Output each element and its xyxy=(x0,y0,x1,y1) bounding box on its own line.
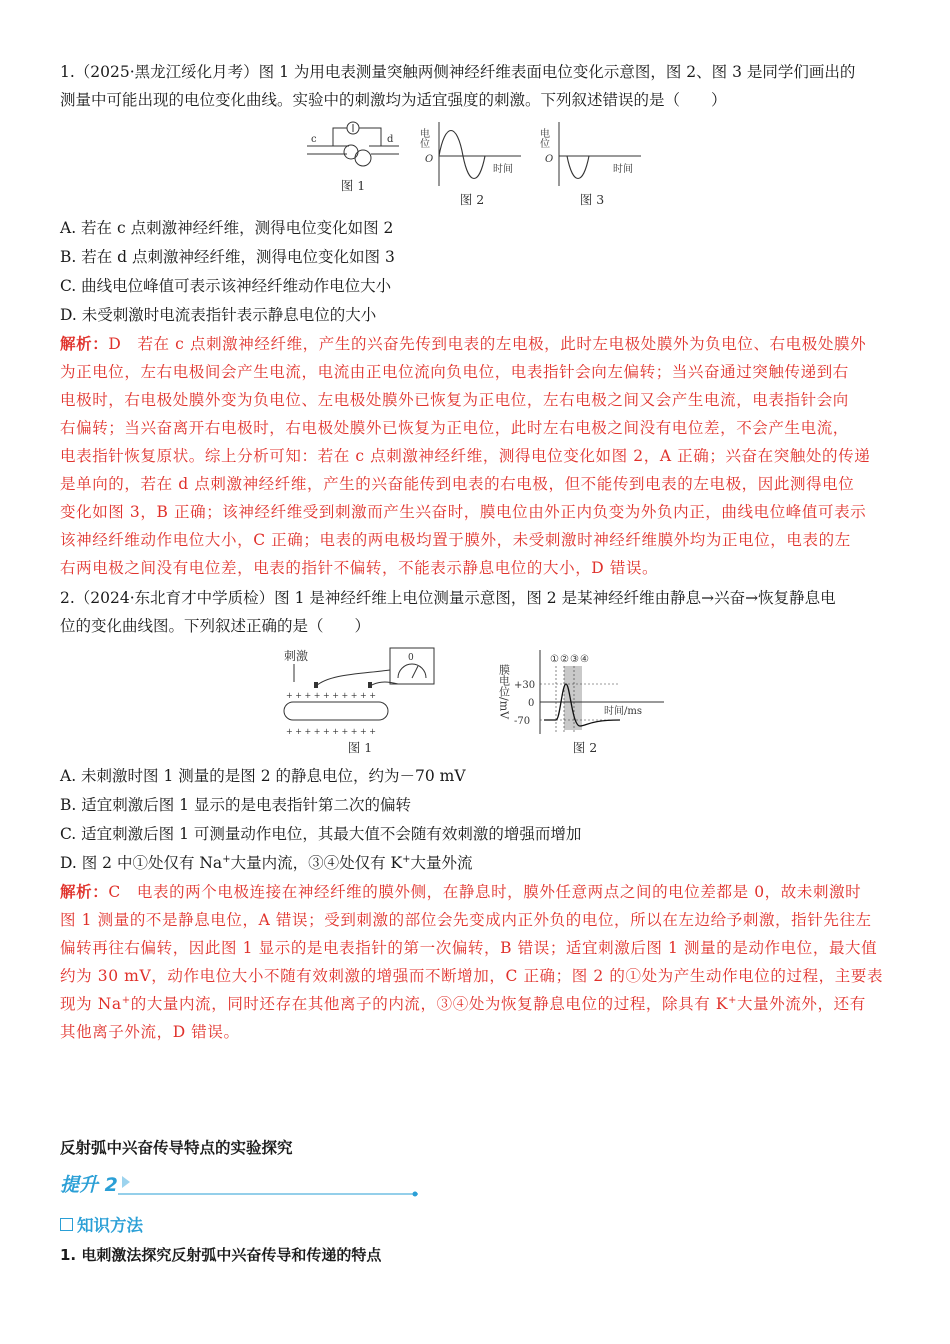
q2-figure-2 xyxy=(497,646,670,756)
q1-stem-line2: 测量中可能出现的电位变化曲线。实验中的刺激均为适宜强度的刺激。下列叙述错误的是（ ） xyxy=(60,91,727,109)
q1-fig1-caption: 图 1 xyxy=(340,178,366,193)
q1-fig3-caption: 图 3 xyxy=(579,192,605,207)
plus-charges-top: + + + + + + + + + + xyxy=(286,691,376,700)
synapse-meter-diagram xyxy=(303,120,403,176)
tick-minus70: -70 xyxy=(514,716,531,727)
q1-figures xyxy=(60,120,890,208)
y-axis-label: 膜电位/mV xyxy=(497,664,511,720)
knowledge-heading xyxy=(60,1212,890,1236)
phase-1: ① xyxy=(550,654,559,665)
q1-answer-line: 电极时，右电极处膜外变为负电位、左电极处膜外已恢复为正电位，左右电极之间又会产生电流，电表指针会向 xyxy=(60,391,849,409)
x-axis-label: 时间/ms xyxy=(604,706,642,717)
knowledge-item-1: 1. 电刺激法探究反射弧中兴奋传导和传递的特点 xyxy=(60,1246,382,1264)
tishen-label: 提升 2 xyxy=(60,1173,118,1196)
knowledge-label: 知识方法 xyxy=(77,1216,143,1235)
label-c: c xyxy=(311,134,317,145)
q2-option-d-part: D. 图 2 中①处仅有 Na xyxy=(60,854,223,872)
q1-answer-line: 右两电极之间没有电位差，电表的指针不偏转，不能表示静息电位的大小，D 错误。 xyxy=(60,559,659,577)
phase-3: ③ xyxy=(570,654,579,665)
q2-option-d-part: 大量外流 xyxy=(410,854,473,872)
q2-figures xyxy=(60,646,890,756)
q1-answer xyxy=(60,330,890,582)
q1-fig2-caption: 图 2 xyxy=(459,192,485,207)
stimulus-label: 刺激 xyxy=(284,649,309,663)
q1-option-c: C. 曲线电位峰值可表示该神经纤维动作电位大小 xyxy=(60,277,392,295)
superscript: + xyxy=(402,853,411,865)
q1-answer-label: 解析： xyxy=(60,334,109,353)
q2-answer-line: C 电表的两个电极连接在神经纤维的膜外侧，在静息时，膜外任意两点之间的电位差都是 0，故未刺激时 xyxy=(108,883,862,901)
membrane-potential-chart xyxy=(497,646,670,738)
meter-zero-label: 0 xyxy=(408,653,414,663)
q2-option-a: A. 未刺激时图 1 测量的是图 2 的静息电位，约为－70 mV xyxy=(60,767,466,785)
q2-answer xyxy=(60,878,890,1046)
q2-answer-label: 解析： xyxy=(60,882,109,901)
q2-fig1-caption: 图 1 xyxy=(347,740,373,755)
q1-option-b: B. 若在 d 点刺激神经纤维，测得电位变化如图 3 xyxy=(60,248,395,266)
q2-option-d-part: 大量内流，③④处仅有 K xyxy=(230,854,403,872)
q1-answer-line: 是单向的，若在 d 点刺激神经纤维，产生的兴奋能传到电表的右电极，但不能传到电表的左电极，因此测得电位 xyxy=(60,475,855,493)
q1-answer-line: 为正电位，左右电极间会产生电流，电流由正电位流向负电位，电表指针会向左偏转；当兴奋通过突触传递到右 xyxy=(60,363,849,381)
q1-figure-3 xyxy=(537,120,647,208)
potential-curve-fig2 xyxy=(417,120,527,190)
fig3-x-axis-label: 时间 xyxy=(613,164,633,175)
tick-zero: 0 xyxy=(528,698,535,709)
fig2-y-axis-label: 电位 xyxy=(417,128,429,148)
nerve-fiber-meter-diagram xyxy=(280,646,440,738)
q1-answer-line: 变化如图 3，B 正确；该神经纤维受到刺激而产生兴奋时，膜电位由外正内负变为外负内正，曲线电位峰值可表示 xyxy=(60,503,867,521)
q2-answer-line: 其他离子外流，D 错误。 xyxy=(60,1023,240,1041)
q2-option-b: B. 适宜刺激后图 1 显示的是电表指针第二次的偏转 xyxy=(60,796,411,814)
q1-answer-line: D 若在 c 点刺激神经纤维，产生的兴奋先传到电表的左电极，此时左电极处膜外为负电位、右电极处膜外 xyxy=(108,335,867,353)
q2-answer-line: 约为 30 mV，动作电位大小不随有效刺激的增强而不断增加，C 正确；图 2 的①处为产生动作电位的过程，主要表 xyxy=(60,967,884,985)
q1-answer-line: 该神经纤维动作电位大小，C 正确；电表的两电极均置于膜外，未受刺激时神经纤维膜外均为正电位，电表的左 xyxy=(60,531,851,549)
fig3-origin: O xyxy=(545,154,554,165)
q2-option-c: C. 适宜刺激后图 1 可测量动作电位，其最大值不会随有效刺激的增强而增加 xyxy=(60,825,582,843)
q2-answer-line: 现为 Na+的大量内流，同时还存在其他离子的内流，③④处为恢复静息电位的过程，除具有 K+大量外流外，还有 xyxy=(60,994,866,1013)
fig2-origin: O xyxy=(425,154,434,165)
tishen-banner xyxy=(60,1168,890,1198)
q1-answer-line: 电表指针恢复原状。综上分析可知：若在 c 点刺激神经纤维，测得电位变化如图 2，A 正确；兴奋在突触处的传递 xyxy=(60,447,871,465)
q2-option-d xyxy=(60,849,890,878)
q2-answer-line: 偏转再往右偏转，因此图 1 显示的是电表指针的第一次偏转，B 错误；适宜刺激后图 1 测量的是动作电位，最大值 xyxy=(60,939,878,957)
q1-figure-1 xyxy=(303,120,403,194)
q1-figure-2 xyxy=(417,120,527,208)
label-d: d xyxy=(387,134,394,145)
q2-stem-line1: 2.（2024·东北育才中学质检）图 1 是神经纤维上电位测量示意图，图 2 是某神经纤维由静息→兴奋→恢复静息电 xyxy=(60,589,836,607)
tishen-decoration xyxy=(118,1168,418,1198)
q1-option-d: D. 未受刺激时电流表指针表示静息电位的大小 xyxy=(60,306,377,324)
q1-stem-line1: 1.（2025·黑龙江绥化月考）图 1 为用电表测量突触两侧神经纤维表面电位变化示意图，图 2、图 3 是同学们画出的 xyxy=(60,63,856,81)
tick-plus30: +30 xyxy=(514,680,536,691)
phase-2: ② xyxy=(560,654,569,665)
superscript: + xyxy=(222,853,231,865)
fig2-x-axis-label: 时间 xyxy=(493,164,513,175)
q2-figure-1 xyxy=(280,646,440,756)
q1-answer-line: 右偏转；当兴奋离开右电极时，右电极处膜外已恢复为正电位，此时左右电极之间没有电位差，不会产生电流， xyxy=(60,419,849,437)
q2-stem-line2: 位的变化曲线图。下列叙述正确的是（ ） xyxy=(60,617,371,635)
plus-charges-bottom: + + + + + + + + + + xyxy=(286,727,376,736)
fig3-y-axis-label: 电位 xyxy=(537,128,549,148)
checkbox-icon xyxy=(60,1218,73,1231)
q2-answer-line: 图 1 测量的不是静息电位，A 错误；受到刺激的部位会先变成内正外负的电位，所以在左边给予刺激，指针先往左 xyxy=(60,911,872,929)
q2-fig2-caption: 图 2 xyxy=(572,740,598,755)
potential-curve-fig3 xyxy=(537,120,647,190)
section-title: 反射弧中兴奋传导特点的实验探究 xyxy=(60,1139,293,1157)
phase-4: ④ xyxy=(580,654,589,665)
q1-option-a: A. 若在 c 点刺激神经纤维，测得电位变化如图 2 xyxy=(60,219,394,237)
